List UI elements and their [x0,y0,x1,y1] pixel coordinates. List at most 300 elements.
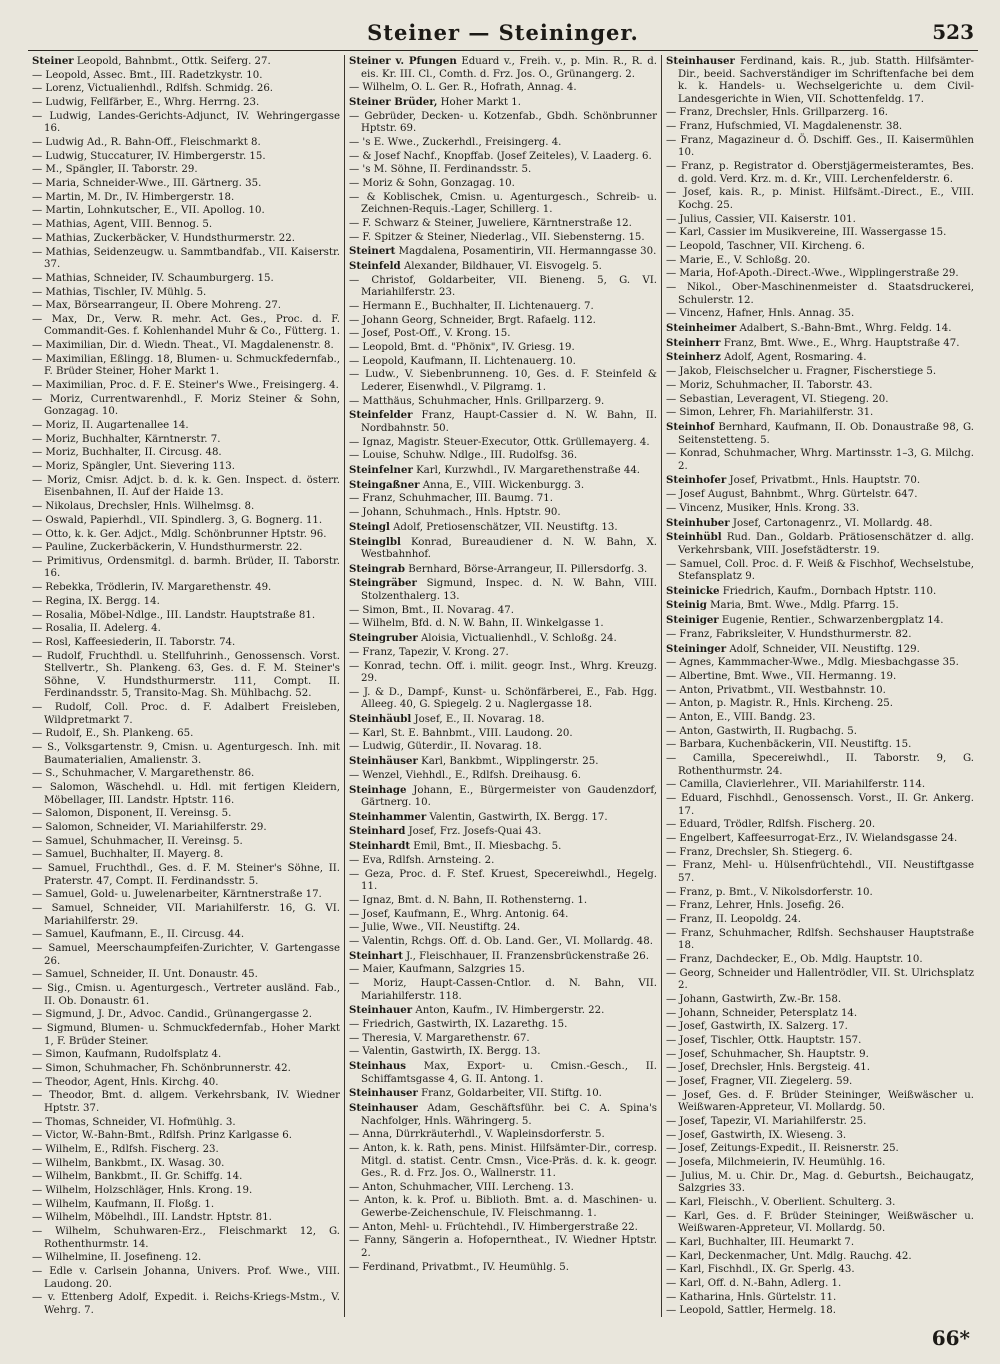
entry-text: — Josef, Drechsler, Hnls. Bergsteig. 41. [666,1062,870,1074]
entry-text: — Wilhelm, Bfd. d. N. W. Bahn, II. Winkelgasse 1. [349,618,604,630]
directory-entry [32,1077,340,1090]
directory-entry [32,702,340,727]
entry-text: — Theodor, Bmt. d. allgem. Verkehrsbank, IV. Wiedner Hptstr. 37. [32,1090,340,1114]
directory-entry [32,1212,340,1225]
directory-entry [666,1021,974,1034]
directory-entry [349,1235,657,1260]
entry-headword: Steinhaus [349,1059,406,1072]
entry-text: Eugenie, Rentier., Schwarzenbergplatz 14. [721,615,944,627]
directory-entry [32,1252,340,1265]
entry-headword: Steiner v. Pfungen [349,55,457,67]
entry-text: — Franz, Tapezir, V. Krong. 27. [349,646,509,658]
entry-text: — F. Spitzer & Steiner, Niederlag., VII. Siebensterng. 15. [349,231,645,243]
directory-entry [666,887,974,900]
entry-text: — Karl, St. E. Bahnbmt., VIII. Laudong. 20. [349,727,573,739]
entry-headword: Steiniger [666,614,719,627]
directory-entry [349,521,657,535]
entry-text: — Samuel, Buchhalter, II. Mayerg. 8. [32,849,224,861]
directory-entry [349,755,657,769]
directory-entry [666,1251,974,1264]
directory-entry [349,741,657,754]
directory-entry [32,475,340,500]
entry-text: — Josef, Ges. d. F. Brüder Steininger, Weißwäscher u. Weißwaren-Appreteur, VI. Mollardg. 50. [666,1089,974,1114]
directory-entry [32,728,340,741]
entry-text: — Christof, Goldarbeiter, VII. Bieneng. 5, G. VI. Mariahilferstr. 23. [349,274,657,299]
directory-entry [666,366,974,379]
directory-entry [32,542,340,555]
directory-entry [32,1130,340,1143]
entry-headword: Steinhauser [349,1087,418,1100]
directory-entry [666,517,974,531]
directory-entry [666,685,974,698]
directory-entry [349,647,657,660]
directory-entry [666,337,974,351]
directory-entry [666,559,974,584]
entry-text: — Sigmund, Blumen- u. Schmuckfedernfab., Hoher Markt 1, F. Brüder Steiner. [32,1022,340,1047]
entry-text: — Valentin, Rchgs. Off. d. Ob. Land. Ger., VI. Mollardg. 48. [349,935,654,947]
entry-text: — Moriz, Buchhalter, Kärntnerstr. 7. [32,433,221,445]
entry-text: — Karl, Deckenmacher, Unt. Mdlg. Rauchg. 42. [666,1250,912,1262]
entry-text: — Karl, Ges. d. F. Brüder Steininger, Weißwäscher u. Weißwaren-Appreteur, VI. Mollardg. 50. [666,1210,974,1235]
entry-headword: Steiner Brüder, [349,95,438,108]
entry-headword: Steinhage [349,783,407,796]
entry-text: — Max, Dr., Verw. R. mehr. Act. Ges., Proc. d. F. Commandit-Ges. f. Kohlenhandel Muhr & Co., Fütterg. 1. [32,313,340,338]
directory-entry [32,529,340,542]
entry-headword: Steinhammer [349,810,427,823]
entry-text: — Valentin, Gastwirth, IX. Bergg. 13. [349,1046,541,1058]
entry-text: — Eduard, Trödler, Rdlfsh. Fischerg. 20. [666,819,876,831]
entry-text: — Ludwig, Stuccaturer, IV. Himbergerstr. 15. [32,150,266,162]
entry-text: — Oswald, Papierhdl., VII. Spindlerg. 3, G. Bognerg. 11. [32,514,323,526]
entry-text: — Moriz, Buchhalter, II. Circusg. 48. [32,447,222,459]
directory-entry [32,623,340,636]
entry-text: — Julie, Wwe., VII. Neustiftg. 24. [349,922,521,934]
entry-text: Adalbert, S.-Bahn-Bmt., Whrg. Feldg. 14. [739,323,952,335]
entry-text: — Josef, kais. R., p. Minist. Hilfsämt.-Direct., E., VIII. Kochg. 25. [666,187,974,211]
directory-entry [666,753,974,778]
entry-text: — Max, Börsearrangeur, II. Obere Mohreng. 27. [32,300,282,312]
directory-entry [666,585,974,599]
entry-headword: Steingräber [349,577,417,590]
directory-entry [666,739,974,752]
directory-entry [666,1008,974,1021]
entry-text: — Rosalia, Möbel-Ndlge., III. Landstr. Hauptstraße 81. [32,609,316,621]
directory-entry [666,489,974,502]
directory-column-left [28,55,344,1317]
entry-text: — Franz, Magazineur d. Ö. Dschiff. Ges., II. Kaisermühlen 10. [666,134,974,159]
entry-text: — Johann, Schneider, Petersplatz 14. [666,1007,858,1019]
entry-text: — Maria, Schneider-Wwe., III. Gärtnerg. 35. [32,178,262,190]
directory-entry [666,351,974,365]
directory-entry [32,1158,340,1171]
entry-text: Adolf, Agent, Rosmaring. 4. [724,352,867,364]
entry-headword: Steiner [32,55,74,67]
entry-text: Adam, Geschäftsführ. bei C. A. Spina's Nachfolger, Hnls. Währingerg. 5. [361,1102,657,1127]
entry-headword: Steinfelder [349,409,413,422]
directory-entry [349,825,657,839]
directory-entry [32,596,340,609]
directory-entry [32,637,340,650]
entry-text: — Rudolf, Coll. Proc. d. F. Adalbert Freisleben, Wildpretmarkt 7. [32,702,340,726]
directory-entry [666,793,974,818]
directory-entry [32,1090,340,1115]
directory-entry [349,1033,657,1046]
entry-text: — Konrad, Schuhmacher, Whrg. Martinsstr. 1–3, G. Milchg. 2. [666,448,974,472]
entry-text: — Camilla, Specereiwhdl., II. Taborstr. 9, G. Rothenthurmstr. 24. [666,753,974,777]
page-title: Steiner — Steininger. [367,20,639,45]
entry-text: — Gebrüder, Decken- u. Kotzenfab., Gbdh. Schönbrunner Hptstr. 69. [349,110,657,135]
entry-text: Franz, Haupt-Cassier d. N. W. Bahn, II. Nordbahnstr. 50. [361,410,657,434]
directory-entry [32,501,340,514]
entry-text: — Anton, p. Magistr. R., Hnls. Kircheng. 25. [666,698,894,710]
directory-entry [666,121,974,134]
entry-text: — v. Ettenberg Adolf, Expedit. i. Reichs-Kriegs-Mstm., V. Wehrg. 7. [32,1292,340,1316]
directory-entry [32,1199,340,1212]
directory-entry [666,954,974,967]
entry-text: — Franz, Hufschmied, VI. Magdalenenstr. 38. [666,121,903,133]
entry-headword: Steinheimer [666,322,737,335]
directory-entry [666,394,974,407]
entry-text: — Maximilian, Eßlingg. 18, Blumen- u. Schmuckfedernfab., F. Brüder Steiner, Hoher Markt 1. [32,353,340,378]
directory-entry [349,342,657,355]
entry-text: Max, Export- u. Cmisn.-Gesch., II. Schiffamtsgasse 4, G. II. Antong. 1. [361,1060,657,1085]
entry-text: — Josef, Gastwirth, IX. Wieseng. 3. [666,1129,847,1141]
entry-text: — Ludwig, Güterdir., II. Novarag. 18. [349,741,542,753]
entry-text: — Karl, Cassier im Musikvereine, III. Wassergasse 15. [666,227,947,239]
entry-text: — 's M. Söhne, II. Ferdinandsstr. 5. [349,164,532,176]
directory-entry [32,836,340,849]
directory-entry [32,461,340,474]
entry-headword: Steinhuber [666,516,730,529]
entry-text: — Maximilian, Proc. d. F. E. Steiner's Wwe., Freisingerg. 4. [32,380,339,392]
directory-entry [349,82,657,95]
entry-text: Anna, E., VIII. Wickenburgg. 3. [422,479,585,491]
entry-text: — Fanny, Sängerin a. Hofoperntheat., IV. Wiedner Hptstr. 2. [349,1235,657,1260]
entry-text: — Ludwig, Fellfärber, E., Whrg. Herrng. 23. [32,97,260,109]
directory-entry [666,187,974,212]
entry-text: — S., Schuhmacher, V. Margarethenstr. 86. [32,768,255,780]
entry-text: Friedrich, Kaufm., Dornbach Hptstr. 110. [722,585,937,597]
entry-text: — Franz, p. Registrator d. Oberstjägermeisteramtes, Bes. d. gold. Verd. Krz. m. d. Kr., VIII. Lerchenfelderstr. 6. [666,161,974,185]
entry-text: — Leopold, Kaufmann, II. Lichtenauerg. 10. [349,355,576,367]
entry-text: — Hermann E., Buchhalter, II. Lichtenauerg. 7. [349,301,594,312]
entry-text: — & Josef Nachf., Knopffab. (Josef Zeiteles), V. Laaderg. 6. [349,150,652,162]
entry-text: — Samuel, Coll. Proc. d. F. Weiß & Fischhof, Wechselstube, Stefansplatz 9. [666,558,974,583]
directory-column-middle [344,55,661,1317]
directory-entry [666,1292,974,1305]
directory-entry [349,151,657,164]
entry-text: — Karl, Off. d. N.-Bahn, Adlerg. 1. [666,1278,842,1290]
directory-entry [349,1102,657,1128]
entry-headword: Steinherz [666,351,721,364]
directory-entry [666,55,974,106]
entry-text: — Anton, Privatbmt., VII. Westbahnstr. 10. [666,684,886,696]
directory-entry [666,1116,974,1129]
directory-entry [349,409,657,435]
directory-entry [349,869,657,894]
entry-text: — Wilhelm, Schuhwaren-Erz., Fleischmarkt 12, G. Rothenthurmstr. 14. [32,1226,340,1250]
directory-entry [32,969,340,982]
directory-entry [32,1063,340,1076]
entry-text: — Simon, Lehrer, Fh. Mariahilferstr. 31. [666,407,874,419]
entry-headword: Steinhofer [666,474,727,487]
directory-entry [666,643,974,657]
entry-text: — Theodor, Agent, Hnls. Kirchg. 40. [32,1076,219,1088]
directory-entry [349,1046,657,1059]
directory-entry [349,301,657,314]
entry-text: — Agnes, Kammmacher-Wwe., Mdlg. Miesbachgasse 35. [666,657,959,669]
entry-text: — Friedrich, Gastwirth, IX. Lazarethg. 15. [349,1018,568,1030]
entry-text: — Camilla, Clavierlehrer., VII. Mariahilferstr. 114. [666,779,926,791]
page-header [28,14,978,51]
entry-text: — Wilhelm, Holzschläger, Hnls. Krong. 19. [32,1184,253,1196]
entry-text: — Samuel, Fruchthdl., Ges. d. F. M. Steiner's Söhne, II. Praterstr. 47, Compt. II. Ferdinandsstr. 5. [32,863,340,887]
entry-text: — Karl, Fischhdl., IX. Gr. Sperlg. 43. [666,1264,855,1276]
directory-entry [666,474,974,488]
directory-entry [666,214,974,227]
directory-entry [666,860,974,885]
directory-entry [32,782,340,807]
entry-text: — Rudolf, E., Sh. Plankeng. 65. [32,728,194,740]
entry-text: Anton, Kaufm., IV. Himbergerstr. 22. [415,1005,605,1017]
directory-entry [349,178,657,191]
entry-text: — Leopold, Taschner, VII. Kircheng. 6. [666,241,865,253]
entry-text: — Lorenz, Victualienhdl., Rdlfsh. Schmidg. 26. [32,83,274,95]
directory-entry [666,1049,974,1062]
directory-entry [349,563,657,577]
entry-text: — Salomon, Disponent, II. Vereinsg. 5. [32,808,232,820]
directory-entry [666,1305,974,1317]
directory-entry [32,1185,340,1198]
directory-entry [666,671,974,684]
directory-entry [349,1004,657,1018]
entry-text: — Moriz, Currentwarenhdl., F. Moriz Steiner & Sohn, Gonzagag. 10. [32,393,340,418]
directory-entry [32,247,340,272]
entry-text: — Franz, Schuhmacher, Rdlfsh. Sechshauser Hauptstraße 18. [666,927,974,952]
directory-entry [32,219,340,232]
directory-entry [32,582,340,595]
entry-text: — Franz, Schuhmacher, III. Baumg. 71. [349,493,553,505]
directory-entry [666,900,974,913]
directory-entry [32,300,340,313]
directory-entry [32,1144,340,1157]
entry-text: — Samuel, Schneider, VII. Mariahilferstr. 16, G. VI. Mariahilferstr. 29. [32,903,340,927]
entry-text: — Engelbert, Kaffeesurrogat-Erz., IV. Wielandsgasse 24. [666,832,958,844]
directory-entry [32,943,340,968]
directory-entry [666,107,974,120]
directory-entry [349,192,657,217]
directory-entry [32,340,340,353]
directory-entry [32,97,340,110]
entry-text: — Matthäus, Schuhmacher, Hnls. Grillparzerg. 9. [349,395,605,407]
directory-entry [32,929,340,942]
directory-entry [349,936,657,949]
directory-entry [349,770,657,783]
entry-text: Franz, Bmt. Wwe., E., Whrg. Hauptstraße 47. [723,337,960,349]
directory-entry [32,610,340,623]
entry-text: — Karl, Fleischh., V. Oberlient. Schulterg. 3. [666,1197,896,1209]
directory-entry [666,994,974,1007]
entry-text: — Karl, Buchhalter, III. Heumarkt 7. [666,1237,855,1249]
entry-text: Karl, Kurzwhdl., IV. Margarethenstraße 44. [416,465,641,477]
entry-text: — J. & D., Dampf-, Kunst- u. Schönfärberei, E., Fab. Hgg. Alleeg. 40, G. Spiegelg. 2 u. Naglergasse 18. [349,686,657,711]
entry-text: Magdalena, Posamentirin, VII. Hermanngasse 30. [398,246,657,258]
entry-text: — Josef, Tischler, Ottk. Hauptstr. 157. [666,1035,862,1046]
entry-text: — Samuel, Kaufmann, E., II. Circusg. 44. [32,929,245,941]
entry-text: Adolf, Schneider, VII. Neustiftg. 129. [729,643,920,655]
entry-text: — Leopold, Assec. Bmt., III. Radetzkystr. 10. [32,69,263,81]
entry-text: — Salomon, Schneider, VI. Mariahilferstr. 29. [32,821,267,833]
entry-text: — Ludwig, Landes-Gerichts-Adjunct, IV. Wehringergasse 16. [32,110,340,135]
entry-text: Emil, Bmt., II. Miesbachg. 5. [413,841,562,853]
directory-entry [32,314,340,339]
entry-text: — Regina, IX. Bergg. 14. [32,595,160,607]
entry-text: Franz, Goldarbeiter, VII. Stiftg. 10. [421,1088,602,1100]
entry-headword: Steinhauer [349,1004,413,1017]
directory-entry [349,964,657,977]
entry-headword: Steinhäuser [349,755,418,768]
directory-entry [32,822,340,835]
directory-entry [349,218,657,231]
entry-text: Eduard v., Freih. v., p. Min. R., R. d. eis. Kr. III. Cl., Comth. d. Frz. Jos. O., Grünangerg. 2. [361,56,657,80]
directory-entry [349,328,657,341]
entry-text: Aloisia, Victualienhdl., V. Schloßg. 24. [420,633,617,645]
entry-text: — Georg, Schneider und Hallentrödler, VII. St. Ulrichsplatz 2. [666,967,974,992]
entry-headword: Steinfelner [349,464,413,477]
entry-text: — Rosalia, II. Adelerg. 4. [32,623,161,635]
directory-entry [666,531,974,557]
entry-text: — Julius, Cassier, VII. Kaiserstr. 101. [666,213,856,225]
entry-text: — Wenzel, Viehhdl., E., Rdlfsh. Dreihausg. 6. [349,769,581,781]
entry-text: — Geza, Proc. d. F. Stef. Kruest, Specereiwhdl., Hegelg. 11. [349,868,657,893]
entry-text: — Samuel, Meerschaumpfeifen-Zurichter, V. Gartengasse 26. [32,942,340,967]
page-number: 523 [932,20,974,44]
entry-text: — Julius, M. u. Chir. Dr., Mag. d. Geburtsh., Beichaugatz, Salzgries 33. [666,1170,974,1195]
directory-entry [32,1171,340,1184]
directory-entry [349,577,657,603]
directory-entry [32,889,340,902]
entry-text: Karl, Bankbmt., Wipplingerstr. 25. [421,756,599,768]
entry-text: — Maximilian, Dir. d. Wiedn. Theat., VI. Magdalenenstr. 8. [32,340,334,352]
entry-headword: Steininger [666,642,727,655]
entry-text: — Barbara, Kuchenbäckerin, VII. Neustiftg. 15. [666,739,912,751]
entry-text: Adolf, Pretiosenschätzer, VII. Neustiftg. 13. [393,521,618,533]
entry-text: — Martin, Lohnkutscher, E., VII. Apollog. 10. [32,205,265,217]
entry-text: — S., Volksgartenstr. 9, Cmisn. u. Agenturgesch. Inh. mit Baumaterialien, Amalienstr. 3. [32,742,340,766]
directory-entry [349,1262,657,1275]
entry-text: — Samuel, Schneider, II. Unt. Donaustr. 45. [32,969,258,981]
directory-entry [349,260,657,274]
entry-text: Josef, Frz. Josefs-Quai 43. [408,826,542,838]
entry-text: — Sebastian, Leveragent, VI. Stiegeng. 20. [666,393,889,405]
entry-text: — Nikolaus, Drechsler, Hnls. Wilhelmsg. 8. [32,501,255,513]
directory-entry [666,1171,974,1196]
entry-text: Josef, Privatbmt., Hnls. Hauptstr. 70. [729,475,921,487]
directory-entry [349,1019,657,1032]
directory-entry [666,819,974,832]
entry-text: — Moriz, Cmisr. Adjct. b. d. k. k. Gen. Inspect. d. österr. Eisenbahnen, II. Auf der Haide 13. [32,474,340,499]
entry-text: — Franz, II. Leopoldg. 24. [666,914,801,925]
entry-headword: Steinfeld [349,260,401,273]
directory-entry [32,863,340,888]
entry-text: — Anton, E., VIII. Bandg. 23. [666,711,816,723]
entry-text: — Anton, Gastwirth, II. Rugbachg. 5. [666,725,857,737]
directory-entry [666,1197,974,1210]
directory-entry [666,1062,974,1075]
entry-text: — Wilhelmine, II. Josefineng. 12. [32,1252,202,1264]
directory-entry [32,983,340,1008]
directory-entry [349,356,657,369]
directory-entry [32,164,340,177]
entry-text: — Josefa, Milchmeierin, IV. Heumühlg. 16. [666,1157,886,1169]
directory-entry [349,369,657,394]
directory-entry [32,55,340,69]
entry-text: Bernhard, Börse-Arrangeur, II. Pillersdorfg. 3. [408,563,648,575]
directory-entry [32,354,340,379]
entry-text: Leopold, Bahnbmt., Ottk. Seiferg. 27. [76,56,271,67]
entry-text: — Eva, Rdlfsh. Arnsteing. 2. [349,854,495,866]
directory-entry [666,833,974,846]
directory-entry [666,657,974,670]
directory-entry [32,287,340,300]
entry-text: — Ferdinand, Privatbmt., IV. Heumühlg. 5. [349,1261,570,1273]
directory-entry [349,137,657,150]
entry-text: — Franz, Dachdecker, E., Ob. Mdlg. Hauptstr. 10. [666,953,923,965]
entry-text: — Franz, Drechsler, Hnls. Grillparzerg. 16. [666,107,889,119]
entry-headword: Steinhübl [666,531,722,544]
directory-entry [349,840,657,854]
directory-entry [32,380,340,393]
directory-entry [349,811,657,825]
directory-entry [666,614,974,628]
directory-entry [349,1222,657,1235]
directory-entry [666,1211,974,1236]
directory-entry [349,909,657,922]
entry-text: — Rudolf, Fruchthdl. u. Stellfuhrinh., Genossensch. Vorst. Stellvertr., Sh. Plankeng. 63, Ges. d. F. M. Steiner's Söhne, V. Hundsthurmerstr. 111, Compt. II. Ferdinandsstr. 5, Transito-Mag. Sh. Mühlbachg. 52. [32,650,340,700]
entry-text: — Ignaz, Magistr. Steuer-Executor, Ottk. Grüllemayerg. 4. [349,436,650,448]
entry-text: — Wilhelm, Kaufmann, II. Floßg. 1. [32,1198,215,1210]
entry-text: — Mathias, Tischler, IV. Mühlg. 5. [32,286,207,298]
directory-entry [666,135,974,160]
entry-text: — Josef, Tapezir, VI. Mariahilferstr. 25. [666,1116,867,1128]
directory-entry [349,315,657,328]
directory-entry [32,1266,340,1291]
directory-entry [666,1035,974,1048]
entry-text: — Salomon, Wäschehdl. u. Hdl. mit fertigen Kleidern, Möbellager, III. Landstr. Hptstr. 116. [32,782,340,806]
entry-text: — M., Spängler, II. Taborstr. 29. [32,164,198,176]
directory-entry [349,493,657,506]
entry-text: Johann, E., Bürgermeister von Gaudenzdorf, Gärtnerg. 10. [361,784,657,809]
entry-text: — Moriz, Haupt-Cassen-Cntlor. d. N. Bahn, VII. Mariahilferstr. 118. [349,977,657,1002]
sheet-signature: 66* [931,1326,970,1350]
directory-entry [32,808,340,821]
entry-text: — Leopold, Bmt. d. "Phönix", IV. Griesg. 19. [349,342,575,354]
directory-entry [32,273,340,286]
entry-headword: Steinhardt [349,840,411,853]
directory-entry [349,479,657,493]
directory-entry [349,245,657,259]
entry-text: — Ludw., V. Siebenbrunneng. 10, Ges. d. F. Steinfeld & Lederer, Eisenwhdl., V. Pilgramg. 1. [349,369,657,394]
entry-text: Hoher Markt 1. [440,96,521,108]
directory-entry [349,55,657,81]
entry-text: — Martin, M. Dr., IV. Himbergerstr. 18. [32,191,235,203]
entry-text: — Anton, k. k. Rath, pens. Minist. Hilfsämter-Dir., corresp. Mitgl. d. statist. Centr. Cmsn., Vice-Präs. d. k. k. geogr. Ges., R. d. Frz. Jos. O., Wallnerstr. 11. [349,1142,657,1180]
entry-text: — Franz, Drechsler, Sh. Stiegerg. 6. [666,846,853,858]
entry-text: — Josef August, Bahnbmt., Whrg. Gürtelstr. 647. [666,489,918,501]
directory-entry [349,1087,657,1101]
directory-entry [666,421,974,447]
entry-text: — Konrad, techn. Off. i. milit. geogr. Inst., Whrg. Kreuzg. 29. [349,660,657,685]
